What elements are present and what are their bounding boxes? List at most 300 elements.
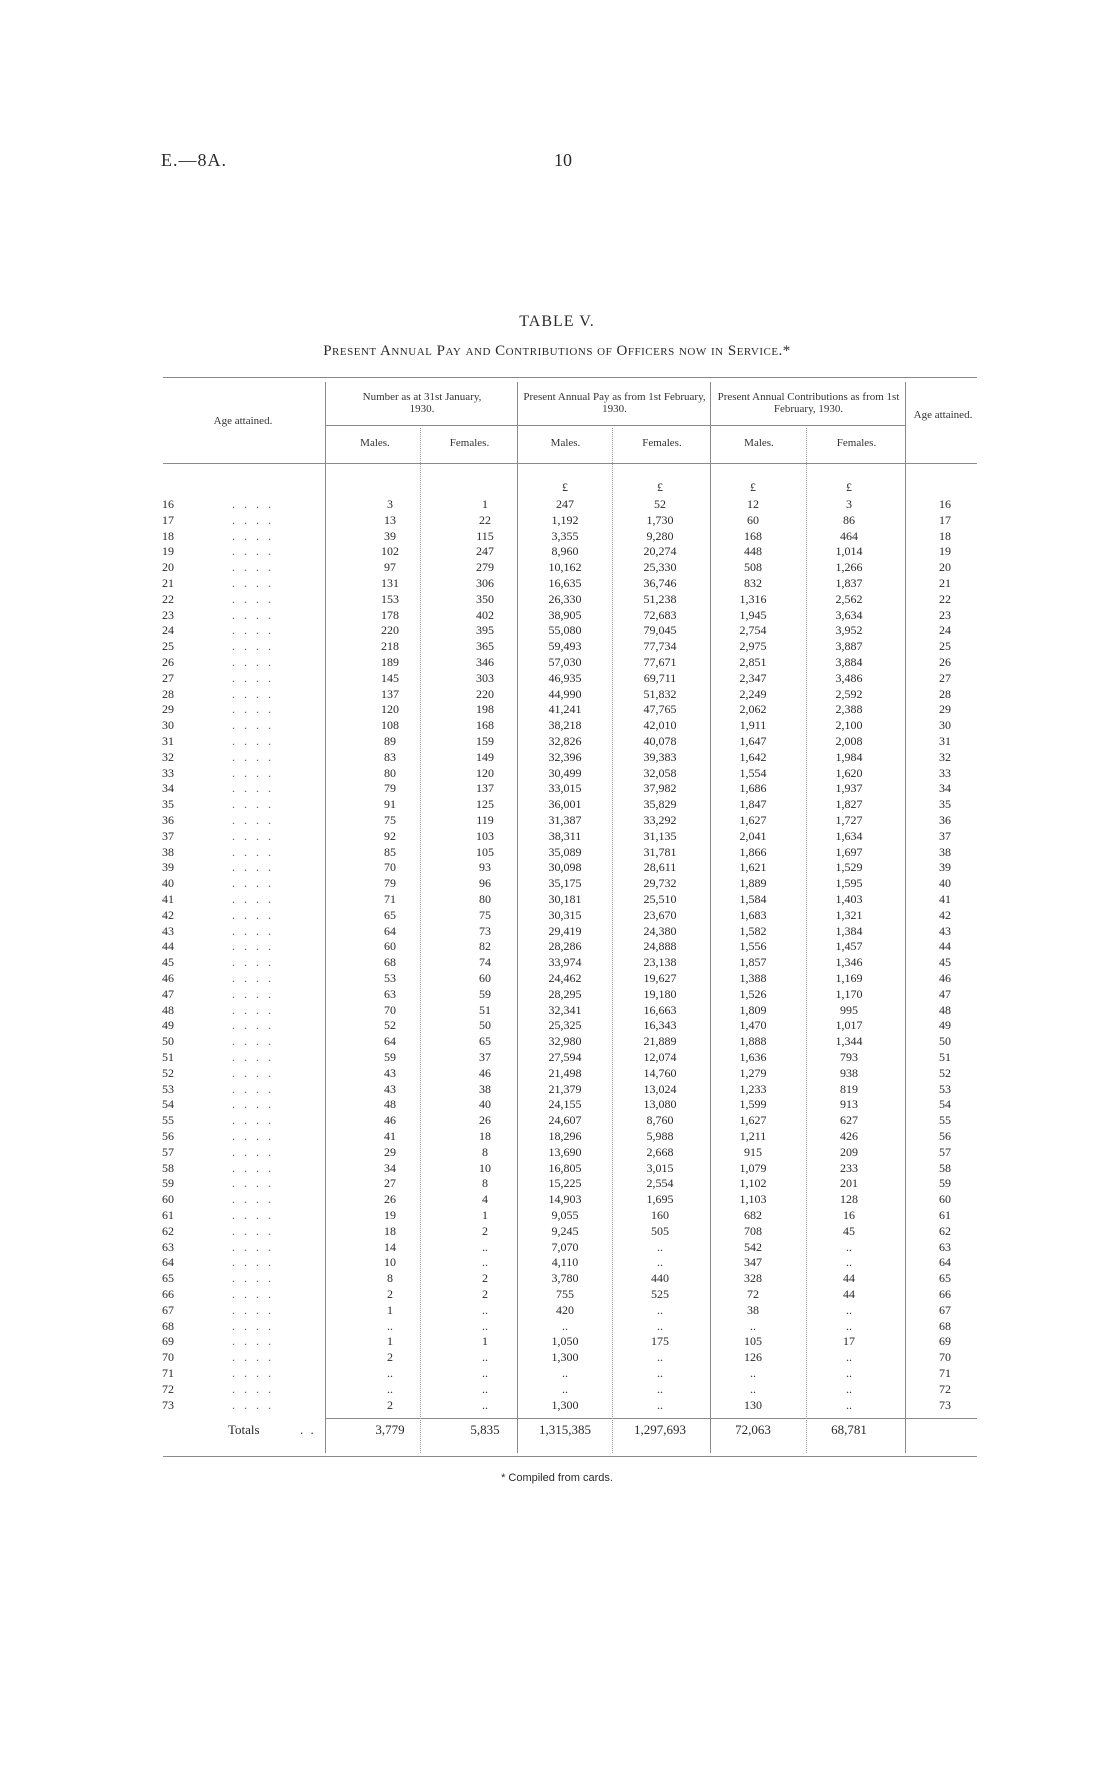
females-contrib-cell: 1,837 [835,576,863,590]
females-number-cell: .. [482,1318,488,1333]
age-attained: 50 [162,1034,174,1049]
females-contrib-cell: 1,170 [835,986,863,1001]
males-number-cell: 10 [384,1255,396,1270]
males-contrib-cell: 682 [744,1208,762,1222]
females-pay-cell: 19,627 [643,971,677,985]
table-row [0,544,1114,560]
males-contrib-cell: 1,627 [739,813,767,827]
females-number-cell: 1 [482,1208,488,1222]
males-number-cell: 189 [381,655,399,669]
age-attained-right: 54 [939,1097,951,1112]
males-contrib-cell: 2,062 [739,702,767,717]
females-pay-cell: 39,383 [643,749,677,764]
total-males-number: 3,779 [375,1422,405,1437]
males-contrib-cell: 1,599 [739,1097,767,1112]
table-row [0,1334,1114,1350]
females-number-cell: 279 [476,560,494,575]
header-pay-group: Present Annual Pay as from 1st February, 1930. [523,391,706,415]
males-pay-cell: 13,690 [548,1144,582,1159]
females-pay-cell: 3,015 [646,1160,674,1175]
table-row [0,734,1114,750]
males-number-cell: 34 [384,1160,396,1175]
females-number-cell: 51 [479,1002,491,1017]
females-pay-cell: .. [657,1255,663,1270]
females-number-cell: .. [482,1366,488,1380]
females-contrib-cell: 1,321 [835,907,863,922]
males-number-cell: 1 [387,1302,393,1317]
males-number-cell: 43 [384,1081,396,1096]
age-attained: 30 [162,718,174,733]
dot-leader: . . . . [232,655,274,669]
males-pay-cell: 4,110 [551,1255,579,1270]
dot-leader: . . . . [232,1397,274,1412]
females-contrib-cell: 913 [840,1097,858,1112]
table-row [0,1192,1114,1208]
males-contrib-cell: 2,347 [739,670,767,685]
males-pay-cell: 29,419 [548,923,582,938]
females-pay-cell: 51,832 [643,686,677,701]
females-pay-cell: .. [657,1318,663,1333]
age-attained-right: 60 [939,1192,951,1207]
males-number-cell: 89 [384,734,396,748]
females-number-cell: 50 [479,1018,491,1033]
header-males-number: Males. [360,437,390,449]
dot-leader: . . . . [232,1287,274,1301]
females-pay-cell: 29,732 [643,876,677,891]
dot-leader: . . . . [232,1255,274,1270]
table-row [0,1350,1114,1366]
table-row [0,608,1114,624]
table-row [0,1082,1114,1098]
dot-leader: . . . . [232,1113,274,1128]
females-contrib-cell: .. [846,1302,852,1317]
females-contrib-cell: 627 [840,1113,858,1128]
females-pay-cell: 8,760 [646,1113,674,1128]
age-attained: 39 [162,860,174,875]
males-pay-cell: 44,990 [548,686,582,701]
dot-leader: . . . . [232,1381,274,1396]
table-row [0,497,1114,513]
males-number-cell: 85 [384,844,396,859]
males-pay-cell: 35,175 [548,876,582,891]
table-row [0,829,1114,845]
age-attained: 71 [162,1366,174,1380]
males-contrib-cell: 1,683 [739,907,767,922]
females-contrib-cell: 1,827 [835,797,863,812]
males-contrib-cell: 1,809 [739,1002,767,1017]
females-pay-cell: 16,663 [643,1002,677,1017]
males-number-cell: 2 [387,1287,393,1301]
table-row [0,718,1114,734]
dot-leader: . . . . [232,1002,274,1017]
table-row [0,1113,1114,1129]
females-number-cell: 65 [479,1034,491,1049]
age-attained-right: 69 [939,1334,951,1349]
males-contrib-cell: 1,857 [739,955,767,970]
age-attained-right: 23 [939,607,951,622]
males-number-cell: 2 [387,1397,393,1412]
females-contrib-cell: 1,169 [835,971,863,985]
dot-leader: . . . . [232,1239,274,1254]
males-pay-cell: 16,805 [548,1160,582,1175]
males-pay-cell: 55,080 [548,623,582,638]
age-attained-right: 68 [939,1318,951,1333]
table-row [0,1018,1114,1034]
females-contrib-cell: 2,592 [835,686,863,701]
males-number-cell: 52 [384,1018,396,1033]
females-contrib-cell: 938 [840,1065,858,1080]
age-attained-right: 33 [939,765,951,780]
males-contrib-cell: 1,636 [739,1050,767,1064]
males-contrib-cell: 1,627 [739,1113,767,1128]
age-attained-right: 50 [939,1034,951,1049]
dot-leader: . . . . [232,1350,274,1365]
table-row [0,1271,1114,1287]
males-pay-cell: 3,355 [551,528,579,543]
females-contrib-cell: .. [846,1350,852,1365]
females-pay-cell: .. [657,1381,663,1396]
age-attained-right: 61 [939,1208,951,1222]
females-number-cell: 402 [476,607,494,622]
males-contrib-cell: 126 [744,1350,762,1365]
females-pay-cell: 42,010 [643,718,677,733]
males-number-cell: 178 [381,607,399,622]
age-attained: 70 [162,1350,174,1365]
females-pay-cell: 2,668 [646,1144,674,1159]
table-row [0,1319,1114,1335]
header-females-number: Females. [449,437,490,449]
males-pay-cell: .. [562,1366,568,1380]
table-row [0,1255,1114,1271]
age-attained-right: 38 [939,844,951,859]
males-contrib-cell: 2,754 [739,623,767,638]
females-contrib-cell: 1,457 [835,939,863,954]
males-pay-cell: 57,030 [548,655,582,669]
header-age-attained-right: Age attained. [913,409,973,421]
age-attained: 33 [162,765,174,780]
males-number-cell: 153 [381,591,399,606]
females-contrib-cell: 2,388 [835,702,863,717]
header-contrib-group: Present Annual Contributions as from 1st February, 1930. [717,391,900,415]
females-pay-cell: 33,292 [643,813,677,827]
males-number-cell: 29 [384,1144,396,1159]
age-attained-right: 30 [939,718,951,733]
females-pay-cell: 13,080 [643,1097,677,1112]
dot-leader: . . . . [232,844,274,859]
females-pay-cell: 160 [651,1208,669,1222]
age-attained-right: 55 [939,1113,951,1128]
males-contrib-cell: 1,211 [739,1129,767,1143]
females-contrib-cell: 1,595 [835,876,863,891]
dot-leader: . . . . [232,512,274,527]
age-attained-right: 42 [939,907,951,922]
dot-leader: . . . . [232,1208,274,1222]
age-attained-right: 19 [939,544,951,559]
females-contrib-cell: 201 [840,1176,858,1191]
dot-leader: . . . . [232,1129,274,1143]
age-attained-right: 45 [939,955,951,970]
table-subtitle: Present Annual Pay and Contributions of Officers now in Service.* [323,343,791,359]
males-pay-cell: 31,387 [548,813,582,827]
females-pay-cell: 175 [651,1334,669,1349]
males-number-cell: 91 [384,797,396,812]
age-attained-right: 47 [939,986,951,1001]
age-attained: 67 [162,1302,174,1317]
males-contrib-cell: 1,103 [739,1192,767,1207]
age-attained: 25 [162,639,174,654]
females-number-cell: 10 [479,1160,491,1175]
males-pay-cell: 9,245 [551,1223,579,1238]
age-attained: 38 [162,844,174,859]
age-attained-right: 71 [939,1366,951,1380]
females-number-cell: 74 [479,955,491,970]
males-number-cell: 1 [387,1334,393,1349]
males-contrib-cell: 1,554 [739,765,767,780]
females-pay-cell: 14,760 [643,1065,677,1080]
age-attained-right: 49 [939,1018,951,1033]
age-attained: 52 [162,1065,174,1080]
females-number-cell: 96 [479,876,491,891]
females-contrib-cell: .. [846,1318,852,1333]
females-number-cell: 2 [482,1287,488,1301]
females-contrib-cell: .. [846,1381,852,1396]
table-row [0,1208,1114,1224]
males-contrib-cell: 12 [747,497,759,511]
females-pay-cell: 25,510 [643,892,677,906]
females-pay-cell: 13,024 [643,1081,677,1096]
females-contrib-cell: 45 [843,1223,855,1238]
age-attained: 35 [162,797,174,812]
males-number-cell: 2 [387,1350,393,1365]
table-row [0,766,1114,782]
males-number-cell: .. [387,1366,393,1380]
totals-leader: . . [300,1422,316,1437]
males-pay-cell: 41,241 [548,702,582,717]
dot-leader: . . . . [232,876,274,891]
age-attained: 19 [162,544,174,559]
table-row [0,1224,1114,1240]
age-attained-right: 62 [939,1223,951,1238]
females-pay-cell: 28,611 [643,860,677,875]
dot-leader: . . . . [232,1034,274,1049]
females-contrib-cell: 3,952 [835,623,863,638]
females-pay-cell: 12,074 [643,1050,677,1064]
females-pay-cell: .. [657,1366,663,1380]
males-pay-cell: 24,607 [548,1113,582,1128]
dot-leader: . . . . [232,986,274,1001]
age-attained-right: 25 [939,639,951,654]
age-attained: 37 [162,828,174,843]
age-attained: 51 [162,1050,174,1064]
age-attained: 73 [162,1397,174,1412]
males-pay-cell: 9,055 [551,1208,579,1222]
females-contrib-cell: 1,344 [835,1034,863,1049]
dot-leader: . . . . [232,797,274,812]
males-contrib-cell: 2,851 [739,655,767,669]
males-contrib-cell: 1,647 [739,734,767,748]
females-contrib-cell: 3,486 [835,670,863,685]
females-number-cell: 38 [479,1081,491,1096]
females-number-cell: .. [482,1350,488,1365]
females-number-cell: 40 [479,1097,491,1112]
dot-leader: . . . . [232,702,274,717]
dot-leader: . . . . [232,1176,274,1191]
age-attained: 40 [162,876,174,891]
age-attained-right: 39 [939,860,951,875]
males-contrib-cell: 60 [747,512,759,527]
females-pay-cell: 24,888 [643,939,677,954]
males-number-cell: 80 [384,765,396,780]
table-row [0,1176,1114,1192]
males-number-cell: 137 [381,686,399,701]
males-number-cell: 71 [384,892,396,906]
males-contrib-cell: 1,584 [739,892,767,906]
age-attained: 43 [162,923,174,938]
females-pay-cell: 31,135 [643,828,677,843]
females-contrib-cell: 128 [840,1192,858,1207]
males-contrib-cell: 2,975 [739,639,767,654]
age-attained: 18 [162,528,174,543]
table-row [0,687,1114,703]
header-age-attained: Age attained. [213,415,273,427]
males-pay-cell: 59,493 [548,639,582,654]
males-pay-cell: 21,379 [548,1081,582,1096]
females-number-cell: 8 [482,1176,488,1191]
age-attained-right: 34 [939,781,951,796]
females-pay-cell: 79,045 [643,623,677,638]
table-row [0,987,1114,1003]
males-contrib-cell: 1,847 [739,797,767,812]
males-pay-cell: 30,098 [548,860,582,875]
dot-leader: . . . . [232,1144,274,1159]
females-number-cell: 120 [476,765,494,780]
males-pay-cell: 14,903 [548,1192,582,1207]
dot-leader: . . . . [232,892,274,906]
females-contrib-cell: 1,634 [835,828,863,843]
table-row [0,860,1114,876]
age-attained: 53 [162,1081,174,1096]
females-number-cell: .. [482,1397,488,1412]
males-number-cell: 60 [384,939,396,954]
females-number-cell: .. [482,1381,488,1396]
females-number-cell: 137 [476,781,494,796]
males-contrib-cell: 105 [744,1334,762,1349]
dot-leader: . . . . [232,1223,274,1238]
females-pay-cell: 37,982 [643,781,677,796]
females-number-cell: 60 [479,971,491,985]
age-attained: 66 [162,1287,174,1301]
age-attained-right: 67 [939,1302,951,1317]
table-row [0,1050,1114,1066]
table-row [0,797,1114,813]
males-number-cell: 70 [384,1002,396,1017]
females-number-cell: 93 [479,860,491,875]
females-pay-cell: 1,730 [646,512,674,527]
males-number-cell: 46 [384,1113,396,1128]
age-attained: 26 [162,655,174,669]
males-pay-cell: 33,015 [548,781,582,796]
table-row [0,1161,1114,1177]
dot-leader: . . . . [232,1366,274,1380]
table-row [0,1382,1114,1398]
age-attained: 44 [162,939,174,954]
age-attained: 56 [162,1129,174,1143]
table-row [0,1034,1114,1050]
dot-leader: . . . . [232,1065,274,1080]
age-attained: 54 [162,1097,174,1112]
males-contrib-cell: 1,526 [739,986,767,1001]
females-pay-cell: 77,671 [643,655,677,669]
females-contrib-cell: 464 [840,528,858,543]
females-pay-cell: 32,058 [643,765,677,780]
dot-leader: . . . . [232,1050,274,1064]
males-number-cell: 3 [387,497,393,511]
males-pay-cell: 32,396 [548,749,582,764]
females-contrib-cell: 44 [843,1271,855,1286]
age-attained: 27 [162,670,174,685]
age-attained-right: 20 [939,560,951,575]
males-number-cell: 64 [384,923,396,938]
males-contrib-cell: 1,279 [739,1065,767,1080]
males-number-cell: 102 [381,544,399,559]
males-contrib-cell: 915 [744,1144,762,1159]
males-pay-cell: .. [562,1381,568,1396]
age-attained: 45 [162,955,174,970]
females-contrib-cell: 44 [843,1287,855,1301]
age-attained-right: 59 [939,1176,951,1191]
males-number-cell: 14 [384,1239,396,1254]
table-row [0,1287,1114,1303]
females-contrib-cell: 995 [840,1002,858,1017]
females-number-cell: 82 [479,939,491,954]
dot-leader: . . . . [232,923,274,938]
age-attained-right: 37 [939,828,951,843]
females-contrib-cell: 2,008 [835,734,863,748]
dot-leader: . . . . [232,497,274,511]
females-pay-cell: 24,380 [643,923,677,938]
table-row [0,939,1114,955]
males-pay-cell: 15,225 [548,1176,582,1191]
table-row [0,971,1114,987]
males-number-cell: 48 [384,1097,396,1112]
age-attained: 64 [162,1255,174,1270]
table-row [0,513,1114,529]
dot-leader: . . . . [232,1018,274,1033]
females-contrib-cell: 16 [843,1208,855,1222]
females-contrib-cell: 3,634 [835,607,863,622]
age-attained: 55 [162,1113,174,1128]
males-pay-cell: 420 [556,1302,574,1317]
total-females-pay: 1,297,693 [634,1422,686,1437]
females-contrib-cell: 86 [843,512,855,527]
age-attained: 69 [162,1334,174,1349]
dot-leader: . . . . [232,1318,274,1333]
age-attained-right: 48 [939,1002,951,1017]
females-number-cell: 18 [479,1129,491,1143]
males-pay-cell: 30,315 [548,907,582,922]
total-females-number: 5,835 [470,1422,500,1437]
males-number-cell: 79 [384,876,396,891]
females-contrib-cell: 1,014 [835,544,863,559]
females-contrib-cell: 2,562 [835,591,863,606]
males-contrib-cell: 1,889 [739,876,767,891]
dot-leader: . . . . [232,1160,274,1175]
age-attained: 21 [162,576,174,590]
males-number-cell: 70 [384,860,396,875]
header-males-contrib: Males. [744,437,774,449]
females-number-cell: 73 [479,923,491,938]
dot-leader: . . . . [232,971,274,985]
